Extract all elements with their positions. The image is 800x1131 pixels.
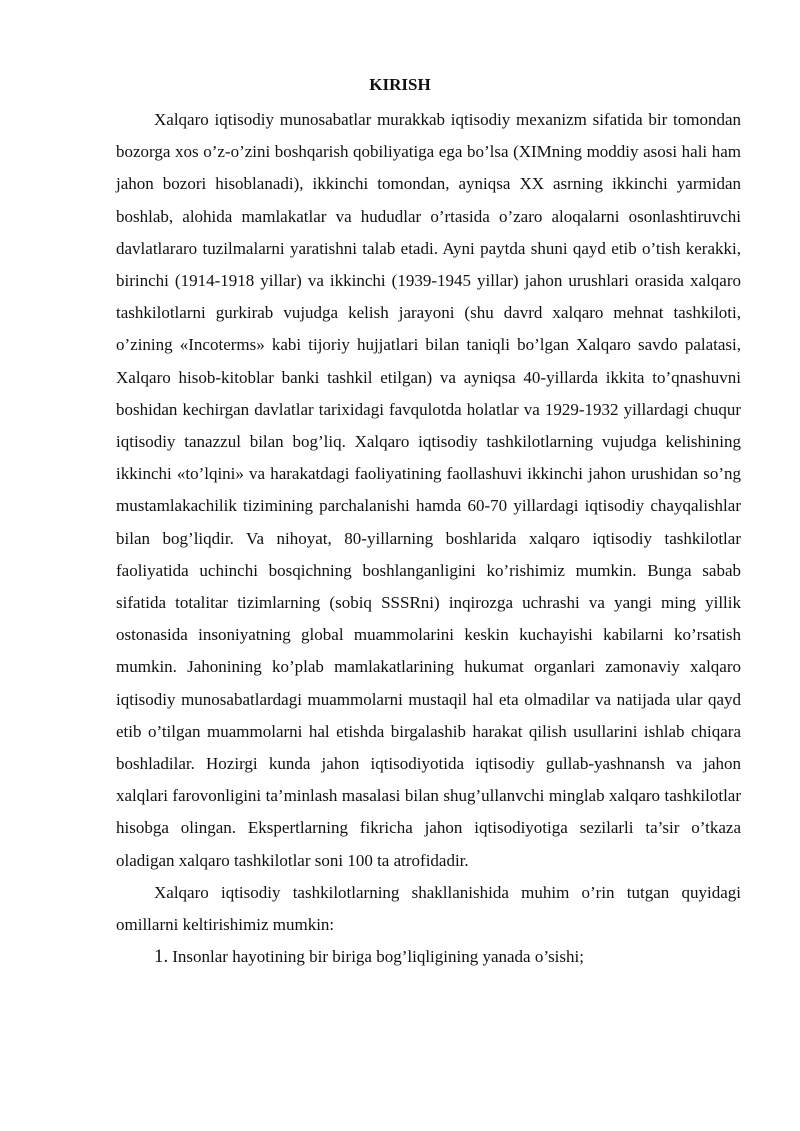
list-item: [116, 941, 741, 973]
paragraph-intro: Xalqaro iqtisodiy munosabatlar murakkab iqtisodiy mexanizm sifatida bir tomondan bozorga xos o’z-o’zini boshqarish qobiliyatiga ega bo’lsa (XIMning moddiy asosi hali ham jahon bozori hisoblanadi), ikkinchi tomondan, ayniqsa XX asrning ikkinchi yarmidan boshlab, alohida mamlakatlar va hududlar o’rtasida o’zaro aloqalarni osonlashtiruvchi davlatlararo tuzilmalarni yaratishni talab etadi. Ayni paytda shuni qayd etib o’tish kerakki, birinchi (1914-1918 yillar) va ikkinchi (1939-1945 yillar) jahon urushlari orasida xalqaro tashkilotlarni gurkirab vujudga kelish jarayoni (shu davrd xalqaro mehnat tashkiloti, o’zining «Incoterms» kabi tijoriy hujjatlari bilan taniqli bo’lgan Xalqaro savdo palatasi, Xalqaro hisob-kitoblar banki tashkil etilgan) va ayniqsa 40-yillarda ikkita to’qnashuvni boshidan kechirgan davlatlar tarixidagi favqulotda holatlar va 1929-1932 yillardagi chuqur iqtisodiy tanazzul bilan bog’liq. Xalqaro iqtisodiy tashkilotlarning vujudga kelishining ikkinchi «to’lqini» va harakatdagi faoliyatining faollashuvi ikkinchi jahon urushidan so’ng mustamlakachilik tizimining parchalanishi hamda 60-70 yillardagi iqtisodiy chayqalishlar bilan bog’liqdir. Va nihoyat, 80-yillarning boshlarida xalqaro iqtisodiy tashkilotlar faoliyatida uchinchi bosqichning boshlanganligini ko’rishimiz mumkin. Bunga sabab sifatida totalitar tizimlarning (sobiq SSSRni) inqirozga uchrashi va yangi ming yillik ostonasida insoniyatning global muammolarini keskin kuchayishi kabilarni ko’rsatish mumkin. Jahonining ko’plab mamlakatlarining hukumat organlari zamonaviy xalqaro iqtisodiy munosabatlardagi muammolarni mustaqil hal eta olmadilar va natijada ular qayd etib o’tilgan muammolarni hal etishda birgalashib harakat qilish usullarini ishlab chiqara boshladilar. Hozirgi kunda jahon iqtisodiyotida iqtisodiy gullab-yashnansh va jahon xalqlari farovonligini ta’minlash masalasi bilan shug’ullanvchi minglab xalqaro tashkilotlar hisobga olingan. Ekspertlarning fikricha jahon iqtisodiyotiga sezilarli ta’sir o’tkaza oladigan xalqaro tashkilotlar soni 100 ta atrofidadir.: [116, 110, 741, 870]
paragraph-factors: Xalqaro iqtisodiy tashkilotlarning shakllanishida muhim o’rin tutgan quyidagi omillarni keltirishimiz mumkin:: [116, 882, 741, 935]
list-item-number: 1.: [154, 946, 169, 968]
document-body: [116, 104, 741, 973]
page-title: KIRISH: [369, 75, 431, 94]
list-item-text: Insonlar hayotining bir biriga bog’liqligining yanada o’sishi;: [172, 947, 584, 967]
